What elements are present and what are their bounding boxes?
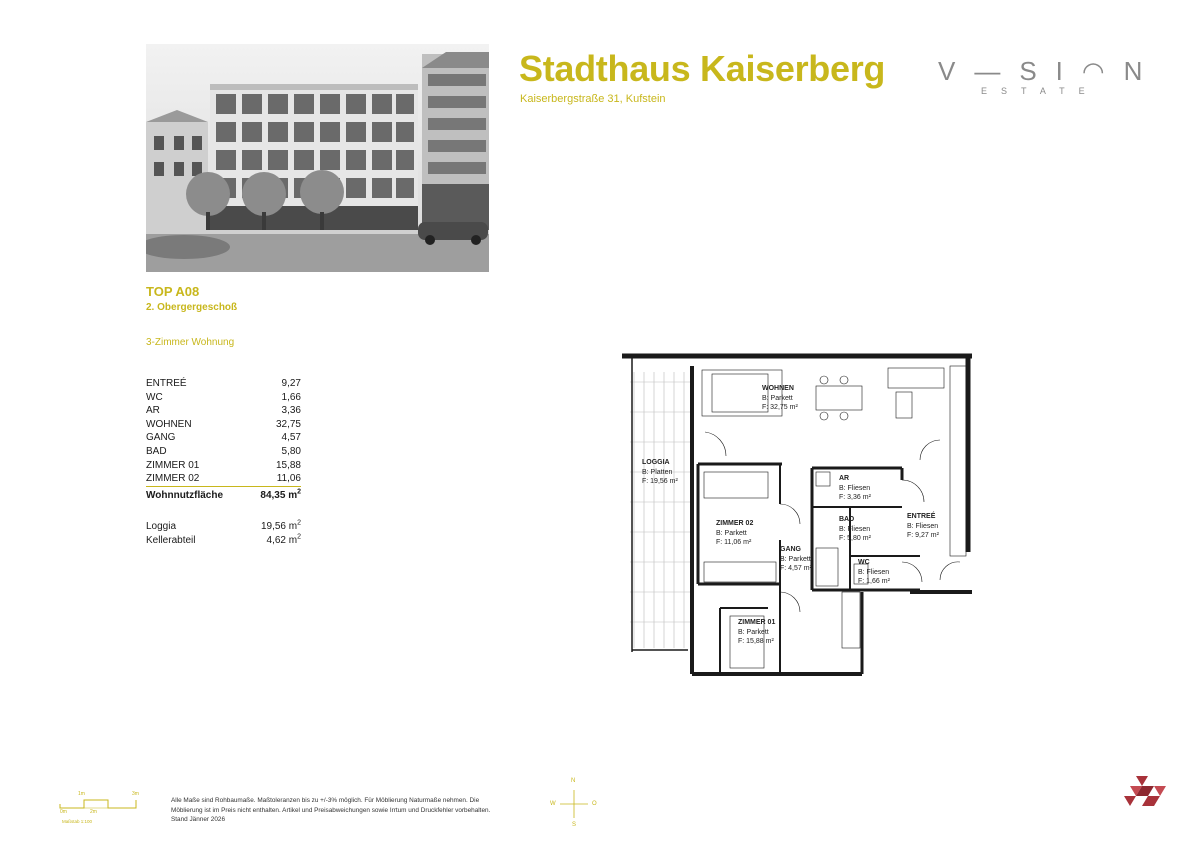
room-area: 32,75: [275, 418, 301, 430]
room-area: 5,80: [281, 445, 301, 457]
table-row: [146, 459, 301, 473]
room-name: AR: [146, 405, 160, 417]
plan-label-zimmer-01: ZIMMER 01 B: Parkett F: 15,88 m²: [738, 619, 776, 645]
room-name: WOHNEN: [146, 418, 192, 430]
plan-label-wc: WC B: Fliesen F: 1,66 m²: [858, 559, 890, 585]
floor-plan: [620, 352, 975, 678]
room-name: WC: [146, 391, 163, 403]
extra-area-table: [146, 520, 301, 547]
room-area: 9,27: [281, 378, 301, 389]
plan-label-entree: ENTREÉ B: Fliesen F: 9,27 m²: [907, 513, 939, 539]
scale-bar: [58, 788, 148, 828]
scale-text: Maßstab 1:100: [62, 819, 93, 824]
project-address: Kaiserbergstraße 31, Kufstein: [520, 93, 666, 105]
table-row: [146, 520, 301, 534]
scale-mark: 1m: [78, 791, 85, 797]
table-row: [146, 445, 301, 459]
table-row: [146, 391, 301, 405]
plan-label-ar: AR B: Fliesen F: 3,36 m²: [839, 475, 871, 501]
plan-label-zimmer-02: ZIMMER 02 B: Parkett F: 11,06 m²: [716, 520, 754, 546]
disclaimer-line: Stand Jänner 2026: [171, 816, 226, 823]
total-area: 84,35 $m^2$: [247, 486, 301, 502]
room-name: GANG: [146, 432, 176, 444]
scale-mark: 0m: [60, 809, 67, 815]
table-row: [146, 534, 301, 548]
room-area: 11,06: [276, 473, 301, 485]
extra-name: Kellerabteil: [146, 534, 196, 546]
room-area: 1,66: [281, 391, 301, 403]
room-area-table: [146, 377, 301, 502]
table-row: [146, 377, 301, 391]
compass-west: W: [550, 801, 556, 807]
room-name: BAD: [146, 445, 167, 457]
room-name: ZIMMER 01: [146, 459, 200, 471]
disclaimer: [171, 796, 541, 825]
brand-mark-icon: [1120, 772, 1172, 812]
room-area: 15,88: [275, 459, 301, 471]
total-label: Wohnnutzfläche: [146, 486, 247, 502]
disclaimer-line: Alle Maße sind Rohbaumaße. Maßtoleranzen bis zu +/-3% möglich. Für Möblierung Naturmaße nehmen. Die: [171, 797, 480, 804]
extra-area: 4,62 $m^2$: [266, 533, 301, 546]
plan-label-wohnen: WOHNEN B: Parkett F: 32,75 m²: [762, 385, 798, 411]
logo-subline: ESTATE: [981, 86, 1099, 96]
unit-type: 3-Zimmer Wohnung: [146, 337, 235, 348]
compass-north: N: [571, 778, 576, 784]
scale-mark: 2m: [90, 809, 97, 815]
compass-east: O: [592, 801, 597, 807]
plan-label-bad: BAD B: Fliesen F: 5,80 m²: [839, 516, 871, 542]
table-row: [146, 431, 301, 445]
table-row: [146, 418, 301, 432]
room-name: ENTREÉ: [146, 378, 187, 389]
plan-label-loggia: LOGGIA B: Platten F: 19,56 m²: [642, 459, 678, 485]
room-area: 3,36: [281, 405, 301, 417]
disclaimer-line: Möblierung ist im Preis nicht enthalten. Artikel und Preisabweichungen sowie Irrtum und Druckfehler vorbehalten.: [171, 806, 491, 814]
compass-south: S: [572, 822, 577, 828]
compass-icon: [548, 778, 600, 830]
building-photo: [146, 44, 489, 272]
table-row: [146, 472, 301, 486]
unit-number: TOP A08: [146, 284, 200, 299]
logo-wordmark: V—SI◠N: [938, 56, 1162, 86]
project-title: Stadthaus Kaiserberg: [519, 48, 886, 89]
table-row: [146, 404, 301, 418]
unit-floor: 2. Obergergeschoß: [146, 302, 238, 313]
extra-name: Loggia: [146, 521, 177, 532]
plan-label-gang: GANG B: Parkett F: 4,57 m²: [780, 546, 812, 572]
room-area: 4,57: [281, 432, 301, 444]
scale-mark: 3m: [132, 791, 139, 797]
vision-estate-logo: [938, 56, 1162, 100]
extra-area: 19,56 $m^2$: [260, 519, 301, 532]
total-row: [146, 486, 301, 502]
room-name: ZIMMER 02: [146, 473, 200, 485]
